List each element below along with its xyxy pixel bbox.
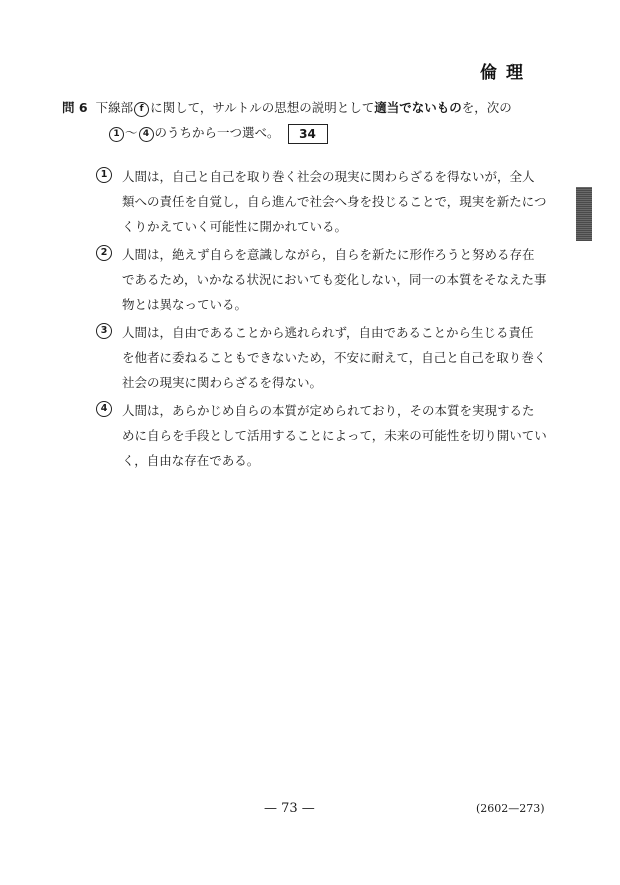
underline-ref-mark: f: [134, 102, 149, 117]
question-text-b: に関して，サルトルの思想の説明として: [150, 100, 375, 115]
range-separator: ～: [125, 125, 138, 140]
question-number: 問 6: [62, 100, 88, 115]
option-1-line-2: 類への責任を自覚し，自ら進んで社会へ身を投じることで，現実を新たにつ: [122, 194, 547, 209]
option-3-mark: 3: [96, 323, 112, 339]
page-number: — 73 —: [264, 801, 315, 816]
question-emphasis: 適当でないもの: [374, 100, 462, 115]
option-2-line-2: であるため，いかなる状況においても変化しない，同一の本質をそなえた事: [122, 272, 547, 287]
option-4-mark: 4: [96, 401, 112, 417]
exam-code: (2602—273): [476, 802, 545, 815]
option-1-mark: 1: [96, 167, 112, 183]
question-text-c: を，次の: [461, 100, 512, 115]
option-2: [96, 242, 547, 317]
option-4: [96, 398, 547, 473]
option-3-line-3: 社会の現実に関わらざるを得ない。: [122, 375, 323, 390]
side-index-tab: [576, 187, 592, 241]
question-line-1: [62, 95, 532, 120]
option-3-line-1: 人間は，自由であることから逃れられず，自由であることから生じる責任: [122, 325, 534, 340]
question-text-a: 下線部: [95, 100, 134, 115]
range-end-mark: 4: [139, 127, 154, 142]
option-1-line-1: 人間は，自己と自己を取り巻く社会の現実に関わらざるを得ないが，全人: [122, 169, 535, 184]
option-4-line-1: 人間は，あらかじめ自らの本質が定められており，その本質を実現するた: [122, 403, 535, 418]
option-3: [96, 320, 547, 395]
option-1-line-3: くりかえていく可能性に開かれている。: [122, 219, 348, 234]
question-line-2: [62, 120, 532, 145]
question-text-d: のうちから一つ選べ。: [154, 125, 280, 140]
option-2-line-3: 物とは異なっている。: [122, 297, 248, 312]
range-start-mark: 1: [109, 127, 124, 142]
option-1: [96, 164, 547, 239]
subject-title: 倫理: [480, 63, 532, 83]
question-block: [62, 95, 532, 145]
option-3-line-2: を他者に委ねることもできないため，不安に耐えて，自己と自己を取り巻く: [122, 350, 547, 365]
options-list: [96, 164, 547, 476]
answer-number-box: 34: [288, 124, 328, 144]
option-4-line-2: めに自らを手段として活用することによって，未来の可能性を切り開いてい: [122, 428, 547, 443]
option-2-line-1: 人間は，絶えず自らを意識しながら，自らを新たに形作ろうと努める存在: [122, 247, 535, 262]
option-4-line-3: く，自由な存在である。: [122, 453, 260, 468]
option-2-mark: 2: [96, 245, 112, 261]
